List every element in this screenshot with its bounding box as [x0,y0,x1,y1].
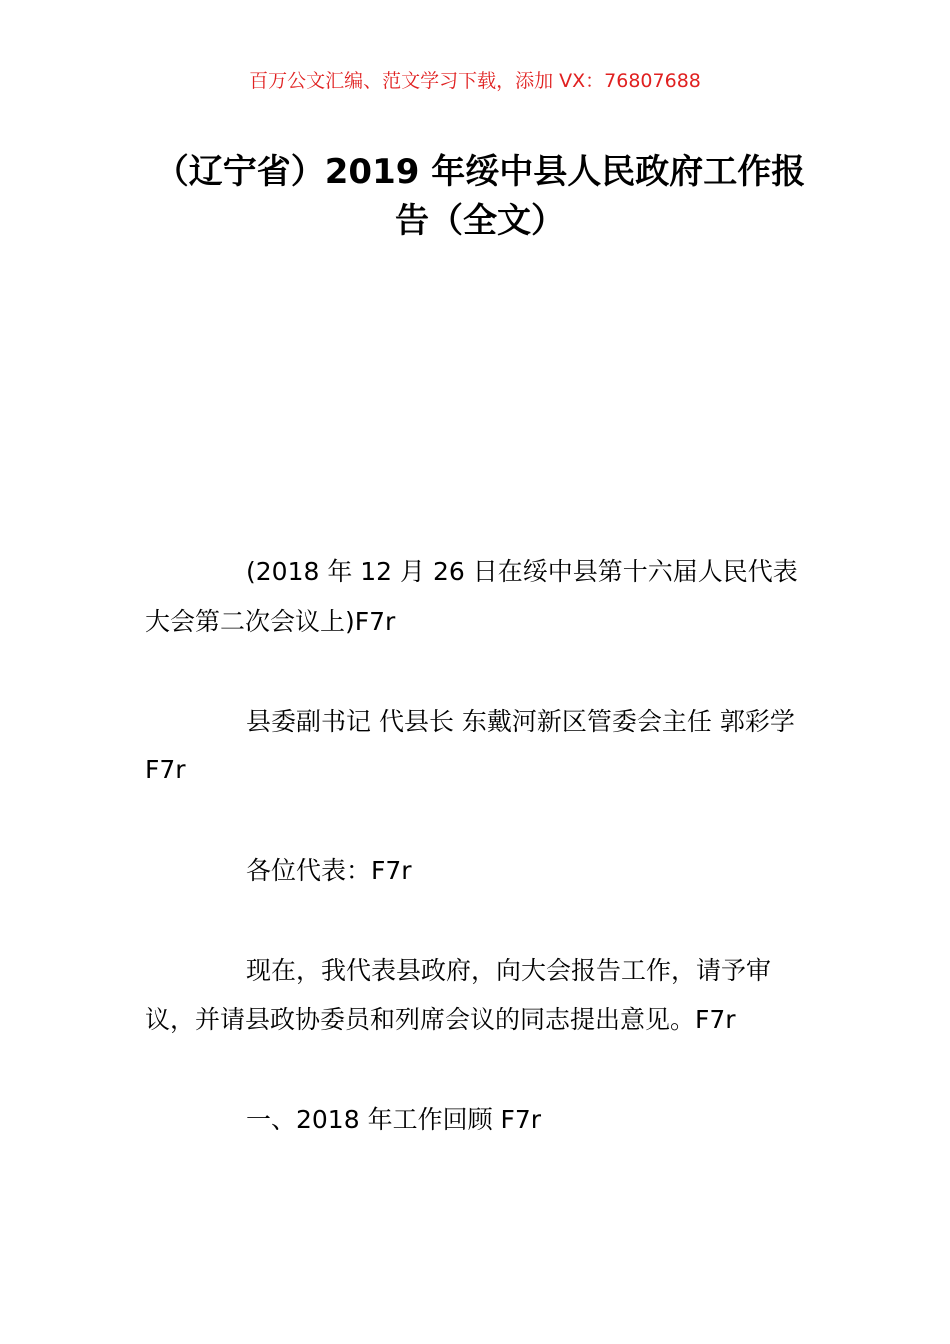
document-title-line-2: 告（全文） [395,201,565,241]
paragraph-salutation: 各位代表：F7r [246,856,412,885]
paragraph-intro-line-1: 现在，我代表县政府，向大会报告工作，请予审 [246,956,772,985]
document-title-line-1: （辽宁省）2019 年绥中县人民政府工作报 [154,152,806,192]
paragraph-author-line-1: 县委副书记 代县长 东戴河新区管委会主任 郭彩学 [246,707,795,736]
paragraph-date-line-2: 大会第二次会议上)F7r [145,607,396,636]
section-heading: 一、2018 年工作回顾 F7r [246,1105,542,1134]
paragraph-author-line-2: F7r [145,755,186,784]
paragraph-intro-line-2: 议，并请县政协委员和列席会议的同志提出意见。F7r [145,1005,736,1034]
paragraph-date-line-1: (2018 年 12 月 26 日在绥中县第十六届人民代表 [246,557,798,586]
watermark-header: 百万公文汇编、范文学习下载，添加 VX：76807688 [249,70,701,92]
